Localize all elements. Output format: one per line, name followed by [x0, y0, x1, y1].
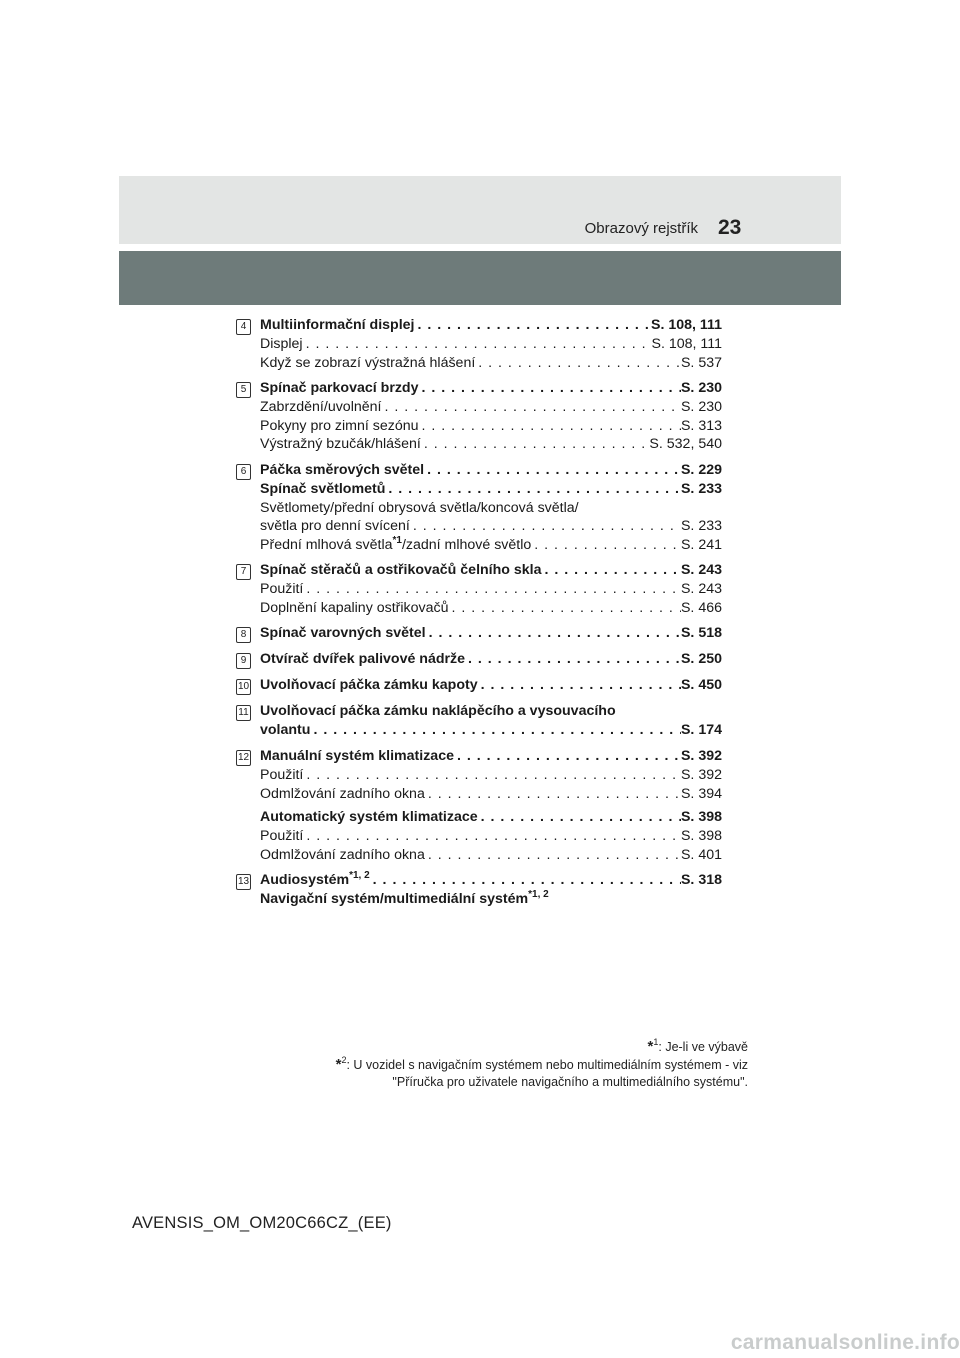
footnote: [336, 1056, 748, 1074]
callout-number-marker: 11: [236, 705, 251, 721]
index-subitem-line: [260, 599, 722, 618]
item-label-text: Pokyny pro zimní sezónu: [260, 417, 419, 434]
dot-leader: [303, 827, 681, 846]
page-reference: S. 518: [680, 625, 722, 641]
index-subitem-line: [260, 398, 722, 417]
item-label-text: světla pro denní svícení: [260, 518, 410, 534]
index-heading-line: [260, 676, 722, 695]
item-label: [260, 435, 421, 454]
dot-leader: [475, 354, 681, 373]
page-reference: S. 398: [680, 828, 722, 844]
item-label: [260, 846, 425, 865]
item-label-text: Spínač světlometů: [260, 480, 386, 497]
item-label-text: Použití: [260, 581, 304, 597]
item-label: [260, 480, 385, 499]
index-heading-line: [260, 747, 722, 766]
dot-leader: [478, 808, 681, 827]
item-label-text: volantu: [260, 722, 311, 738]
index-heading-line: [260, 721, 722, 740]
index-subitem-line: [260, 517, 722, 536]
item-label: [260, 785, 425, 804]
item-label: [260, 379, 419, 398]
index-subitem-line: [260, 335, 722, 354]
dot-leader: [415, 316, 651, 335]
dot-leader: [410, 517, 681, 536]
index-entry: [236, 624, 722, 643]
index-heading-line: [260, 702, 722, 721]
index-subitem-line: [260, 827, 722, 846]
index-heading-line: [260, 480, 722, 499]
page-reference: S. 230: [680, 399, 722, 415]
document-code: AVENSIS_OM_OM20C66CZ_(EE): [132, 1214, 392, 1232]
footnote-number: 1: [653, 1037, 659, 1047]
page-reference: S. 450: [680, 677, 722, 693]
dot-leader: [303, 335, 652, 354]
item-label-text: Multiinformační displej: [260, 317, 415, 333]
page-reference: S. 392: [680, 748, 722, 764]
page-reference: S. 108, 111: [650, 317, 722, 333]
index-entry: [236, 650, 722, 669]
index-entry: [236, 316, 722, 372]
footnote-text: : Je-li ve výbavě: [658, 1040, 748, 1054]
page-reference: S. 241: [680, 536, 722, 553]
index-heading-line: [260, 379, 722, 398]
item-label-text: Páčka směrových světel: [260, 461, 425, 478]
callout-number-marker: 8: [236, 627, 251, 643]
item-label-text: Spínač varovných světel: [260, 625, 426, 641]
dot-leader: [426, 624, 681, 643]
dot-leader: [531, 536, 681, 555]
item-label: [260, 827, 303, 846]
item-label-text: Výstražný bzučák/hlášení: [260, 436, 421, 452]
index-heading-line: [260, 890, 722, 909]
callout-number-marker: 7: [236, 564, 251, 580]
index-entry: [236, 461, 722, 555]
page-reference: S. 233: [680, 518, 722, 534]
item-label: [260, 891, 549, 907]
index-heading-line: [260, 871, 722, 890]
index-heading-line: [260, 624, 722, 643]
dot-leader: [425, 846, 681, 865]
item-label-text: Odmlžování zadního okna: [260, 785, 425, 802]
dot-leader: [381, 398, 681, 417]
item-label-text: Spínač parkovací brzdy: [260, 380, 419, 396]
dot-leader: [419, 417, 681, 436]
index-subitem-line: [260, 536, 722, 555]
callout-number-marker: 9: [236, 653, 251, 669]
footnote-ref: *1, 2: [349, 871, 370, 881]
dot-leader: [478, 676, 681, 695]
dot-leader: [465, 650, 681, 669]
dot-leader: [424, 461, 681, 480]
page-reference: S. 401: [680, 846, 722, 863]
dot-leader: [303, 580, 681, 599]
item-label-text: Odmlžování zadního okna: [260, 846, 425, 863]
item-label: [260, 871, 370, 890]
item-label-text: Otvírač dvířek palivové nádrže: [260, 651, 466, 667]
item-label: [260, 808, 478, 827]
index-entry: [236, 379, 722, 454]
footnote-ref: *1, 2: [528, 890, 549, 900]
item-label-text: Audiosystém: [260, 872, 350, 888]
item-label: [260, 354, 475, 373]
dot-leader: [421, 435, 650, 454]
item-label-text: Použití: [260, 767, 304, 783]
dot-leader: [542, 561, 681, 580]
footnote-text: : U vozidel s navigačním systémem nebo multimediálním systémem - viz: [346, 1058, 748, 1072]
item-label: [260, 599, 448, 618]
index-entry: [236, 561, 722, 617]
dot-leader: [385, 480, 681, 499]
callout-number-marker: 12: [236, 750, 251, 766]
page-reference: S. 394: [680, 785, 722, 802]
index-subitem-line: [260, 785, 722, 804]
item-label-text: Manuální systém klimatizace: [260, 748, 454, 764]
footnote-star: *: [335, 1056, 342, 1073]
callout-number-marker: 5: [236, 382, 251, 398]
page-reference: S. 250: [680, 651, 722, 667]
item-label-text: Uvolňovací páčka zámku naklápěcího a vysouvacího: [260, 703, 616, 719]
item-label: [260, 561, 542, 580]
item-label: [260, 676, 478, 695]
dot-leader: [370, 871, 681, 890]
footnote-star: *: [647, 1038, 654, 1055]
page-reference: S. 243: [680, 581, 722, 597]
dot-leader: [448, 599, 680, 618]
index-heading-line: [260, 808, 722, 827]
header-band-dark: [119, 251, 841, 305]
watermark: carmanualsonline.info: [730, 1331, 960, 1354]
section-title: Obrazový rejstřík: [584, 220, 698, 237]
index-entry: [236, 676, 722, 695]
item-label: [260, 417, 419, 436]
callout-number-marker: 6: [236, 464, 251, 480]
item-label: [260, 650, 465, 669]
index-subitem-line: [260, 499, 722, 518]
index-entry: [236, 747, 722, 864]
page-reference: S. 532, 540: [649, 436, 722, 452]
index-subitem-line: [260, 580, 722, 599]
index-list: [236, 316, 722, 916]
item-label: [260, 747, 454, 766]
page-reference: S. 466: [680, 599, 722, 616]
index-subitem-line: [260, 354, 722, 373]
footnote-ref: *1: [392, 535, 402, 546]
item-label-text: Přední mlhová světla: [260, 536, 393, 553]
item-label-text: Použití: [260, 828, 304, 844]
page-reference: S. 243: [680, 562, 722, 578]
footnote-text: "Příručka pro uživatele navigačního a multimediálního systému".: [392, 1075, 748, 1089]
page-reference: S. 318: [680, 872, 722, 888]
index-heading-line: [260, 561, 722, 580]
index-heading-line: [260, 461, 722, 480]
item-label: [260, 398, 381, 417]
page-number: 23: [718, 216, 742, 239]
index-subitem-line: [260, 435, 722, 454]
footnote: [336, 1038, 748, 1056]
item-label-text: /zadní mlhové světlo: [401, 536, 532, 553]
dot-leader: [310, 721, 681, 740]
footnotes: [336, 1038, 748, 1091]
callout-number-marker: 13: [236, 874, 251, 890]
callout-number-marker: 4: [236, 319, 251, 335]
item-label: [260, 624, 426, 643]
item-label-text: Spínač stěračů a ostřikovačů čelního skla: [260, 562, 542, 578]
index-subitem-line: [260, 766, 722, 785]
page-reference: S. 229: [680, 461, 722, 478]
page-reference: S. 398: [680, 809, 722, 825]
page-reference: S. 537: [680, 354, 722, 371]
index-entry: [236, 871, 722, 909]
item-label-text: Zabrzdění/uvolnění: [260, 399, 382, 415]
page-reference: S. 233: [680, 480, 722, 497]
footnote: [336, 1074, 748, 1091]
item-label-text: Automatický systém klimatizace: [260, 809, 478, 825]
index-subitem-line: [260, 417, 722, 436]
page-reference: S. 108, 111: [651, 336, 722, 352]
index-entry: [236, 702, 722, 740]
footnote-number: 2: [341, 1055, 347, 1065]
item-label: [260, 517, 410, 536]
item-label-text: Navigační systém/multimediální systém: [260, 891, 529, 907]
index-heading-line: [260, 316, 722, 335]
dot-leader: [419, 379, 681, 398]
item-label-text: Displej: [260, 336, 303, 352]
item-label: [260, 500, 579, 516]
item-label-text: Uvolňovací páčka zámku kapoty: [260, 677, 478, 693]
page-reference: S. 392: [680, 767, 722, 783]
item-label-text: Doplnění kapaliny ostřikovačů: [260, 599, 449, 616]
callout-number-marker: 10: [236, 679, 251, 695]
page-reference: S. 174: [680, 722, 722, 738]
item-label: [260, 766, 303, 785]
index-subitem-line: [260, 846, 722, 865]
dot-leader: [454, 747, 681, 766]
item-label: [260, 536, 531, 555]
item-label-text: Světlomety/přední obrysová světla/koncová světla/: [260, 499, 579, 516]
item-label: [260, 335, 303, 354]
dot-leader: [425, 785, 681, 804]
item-label: [260, 721, 310, 740]
item-label: [260, 580, 303, 599]
item-label: [260, 316, 415, 335]
page-reference: S. 313: [680, 417, 722, 434]
dot-leader: [303, 766, 681, 785]
item-label: [260, 461, 424, 480]
item-label: [260, 703, 616, 719]
page-reference: S. 230: [680, 380, 722, 396]
index-heading-line: [260, 650, 722, 669]
item-label-text: Když se zobrazí výstražná hlášení: [260, 354, 476, 371]
